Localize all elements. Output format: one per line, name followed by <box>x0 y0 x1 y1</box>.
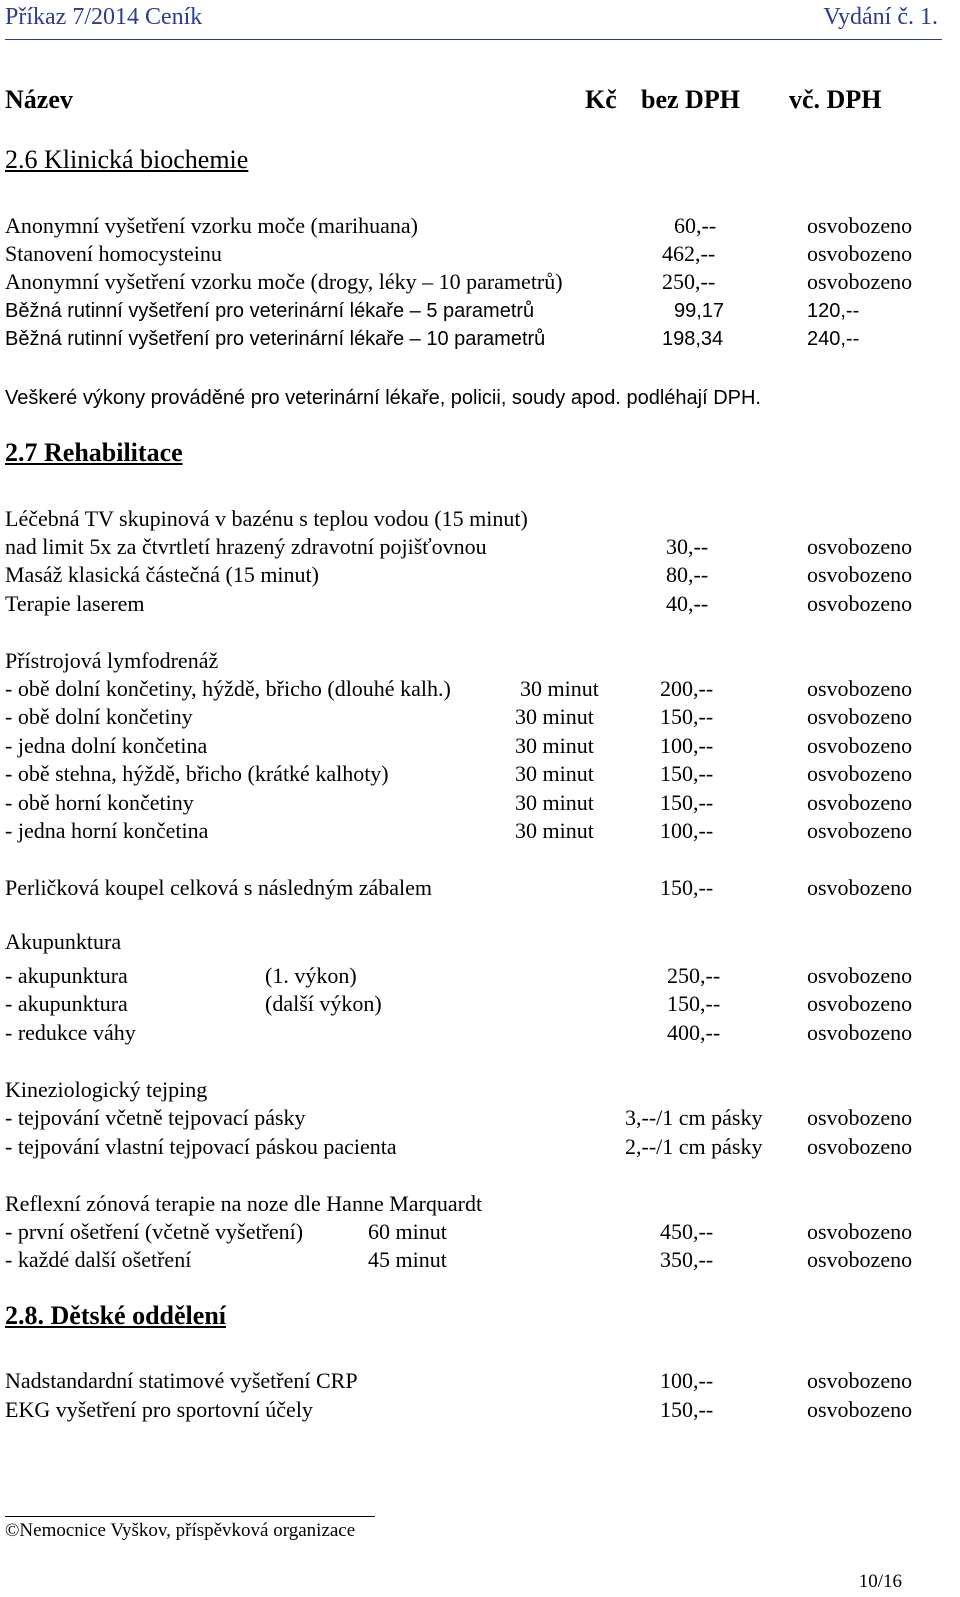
item-duration: 30 minut <box>515 818 594 843</box>
item-duration: 30 minut <box>515 733 594 758</box>
item-vat-status: osvobozeno <box>807 534 913 559</box>
item-name: Nadstandardní statimové vyšetření CRP <box>5 1368 358 1393</box>
item-price: 3,--/1 cm pásky <box>625 1105 763 1130</box>
item-name: Perličková koupel celková s následným zábalem <box>5 875 433 900</box>
group-title: Reflexní zónová terapie na noze dle Hanne Marquardt <box>5 1191 483 1216</box>
item-duration: 30 minut <box>515 704 594 729</box>
item-name: - obě dolní končetiny <box>5 704 193 729</box>
item-duration: 45 minut <box>368 1247 447 1272</box>
item-name: - první ošetření (včetně vyšetření) <box>5 1219 304 1244</box>
item-vat-status: osvobozeno <box>807 269 913 294</box>
item-price: 99,17 <box>674 300 725 322</box>
item-price: 250,-- <box>662 269 716 294</box>
column-heading-without-vat: bez DPH <box>641 85 740 114</box>
item-name: - obě horní končetiny <box>5 790 194 815</box>
group-title: Akupunktura <box>5 929 122 954</box>
document-header <box>0 0 960 44</box>
item-duration: 60 minut <box>368 1219 447 1244</box>
footer-organization: ©Nemocnice Vyškov, příspěvková organizace <box>5 1520 356 1541</box>
vat-note: Veškeré výkony prováděné pro veterinární lékaře, policii, soudy apod. podléhají DPH. <box>5 387 761 409</box>
item-name: - redukce váhy <box>5 1020 136 1045</box>
item-price: 100,-- <box>660 1368 714 1393</box>
item-vat-status: osvobozeno <box>807 733 913 758</box>
section-title-rehabilitation: 2.7 Rehabilitace <box>5 438 183 467</box>
item-vat-status: osvobozeno <box>807 818 913 843</box>
column-heading-currency: Kč <box>585 85 617 114</box>
item-price: 2,--/1 cm pásky <box>625 1134 763 1159</box>
item-note: (další výkon) <box>265 991 382 1016</box>
item-price: 400,-- <box>667 1020 721 1045</box>
item-price: 150,-- <box>660 875 714 900</box>
item-price-with-vat: 240,-- <box>807 328 860 350</box>
item-name: Terapie laserem <box>5 591 145 616</box>
item-price: 450,-- <box>660 1219 714 1244</box>
item-price: 40,-- <box>666 591 709 616</box>
item-vat-status: osvobozeno <box>807 591 913 616</box>
item-vat-status: osvobozeno <box>807 676 913 701</box>
item-name: Stanovení homocysteinu <box>5 241 222 266</box>
footer-rule <box>5 1516 375 1517</box>
item-vat-status: osvobozeno <box>807 213 913 238</box>
item-duration: 30 minut <box>515 790 594 815</box>
item-vat-status: osvobozeno <box>807 1247 913 1272</box>
item-name-continued: nad limit 5x za čtvrtletí hrazený zdravotní pojišťovnou <box>5 534 487 559</box>
page-number: 10/16 <box>858 1571 902 1592</box>
item-vat-status: osvobozeno <box>807 562 913 587</box>
item-price: 350,-- <box>660 1247 714 1272</box>
item-vat-status: osvobozeno <box>807 1134 913 1159</box>
item-price-with-vat: 120,-- <box>807 300 860 322</box>
header-rule <box>5 39 942 40</box>
item-price: 100,-- <box>660 818 714 843</box>
item-price: 150,-- <box>660 790 714 815</box>
item-name: Běžná rutinní vyšetření pro veterinární lékaře – 5 parametrů <box>5 300 535 322</box>
item-name: - jedna dolní končetina <box>5 733 208 758</box>
item-vat-status: osvobozeno <box>807 963 913 988</box>
item-vat-status: osvobozeno <box>807 704 913 729</box>
item-price: 60,-- <box>674 213 717 238</box>
item-vat-status: osvobozeno <box>807 875 913 900</box>
item-name: - obě stehna, hýždě, břicho (krátké kalhoty) <box>5 761 389 786</box>
item-name: EKG vyšetření pro sportovní účely <box>5 1397 313 1422</box>
item-vat-status: osvobozeno <box>807 790 913 815</box>
item-name: - akupunktura <box>5 991 128 1016</box>
item-name: Anonymní vyšetření vzorku moče (drogy, léky – 10 parametrů) <box>5 269 563 294</box>
item-name: - tejpování vlastní tejpovací páskou pacienta <box>5 1134 397 1159</box>
item-name: - tejpování včetně tejpovací pásky <box>5 1105 306 1130</box>
item-name: - jedna horní končetina <box>5 818 209 843</box>
section-title-pediatrics: 2.8. Dětské oddělení <box>5 1301 226 1330</box>
item-vat-status: osvobozeno <box>807 1219 913 1244</box>
item-price: 100,-- <box>660 733 714 758</box>
item-price: 462,-- <box>662 241 716 266</box>
item-price: 250,-- <box>667 963 721 988</box>
item-vat-status: osvobozeno <box>807 1105 913 1130</box>
section-title-biochemistry: 2.6 Klinická biochemie <box>5 145 249 174</box>
item-price: 150,-- <box>667 991 721 1016</box>
item-price: 150,-- <box>660 1397 714 1422</box>
item-price: 30,-- <box>666 534 709 559</box>
document-issue: Vydání č. 1. <box>823 4 938 30</box>
item-price: 198,34 <box>662 328 724 350</box>
item-vat-status: osvobozeno <box>807 1368 913 1393</box>
item-name: Běžná rutinní vyšetření pro veterinární lékaře – 10 parametrů <box>5 328 546 350</box>
group-title: Kineziologický tejping <box>5 1077 208 1102</box>
item-name: - akupunktura <box>5 963 128 988</box>
column-heading-name: Název <box>5 85 73 114</box>
document-reference: Příkaz 7/2014 Ceník <box>5 4 203 30</box>
item-note: (1. výkon) <box>265 963 357 988</box>
item-name: Masáž klasická částečná (15 minut) <box>5 562 319 587</box>
item-duration: 30 minut <box>520 676 599 701</box>
group-title: Přístrojová lymfodrenáž <box>5 648 219 673</box>
item-name: Léčebná TV skupinová v bazénu s teplou vodou (15 minut) <box>5 506 528 531</box>
item-price: 150,-- <box>660 704 714 729</box>
item-name: - obě dolní končetiny, hýždě, břicho (dlouhé kalh.) <box>5 676 451 701</box>
item-vat-status: osvobozeno <box>807 1020 913 1045</box>
item-vat-status: osvobozeno <box>807 761 913 786</box>
item-price: 80,-- <box>666 562 709 587</box>
item-price: 150,-- <box>660 761 714 786</box>
item-price: 200,-- <box>660 676 714 701</box>
item-vat-status: osvobozeno <box>807 1397 913 1422</box>
column-heading-with-vat: vč. DPH <box>789 85 882 114</box>
item-vat-status: osvobozeno <box>807 241 913 266</box>
item-vat-status: osvobozeno <box>807 991 913 1016</box>
item-duration: 30 minut <box>515 761 594 786</box>
item-name: Anonymní vyšetření vzorku moče (marihuana) <box>5 213 418 238</box>
item-name: - každé další ošetření <box>5 1247 192 1272</box>
